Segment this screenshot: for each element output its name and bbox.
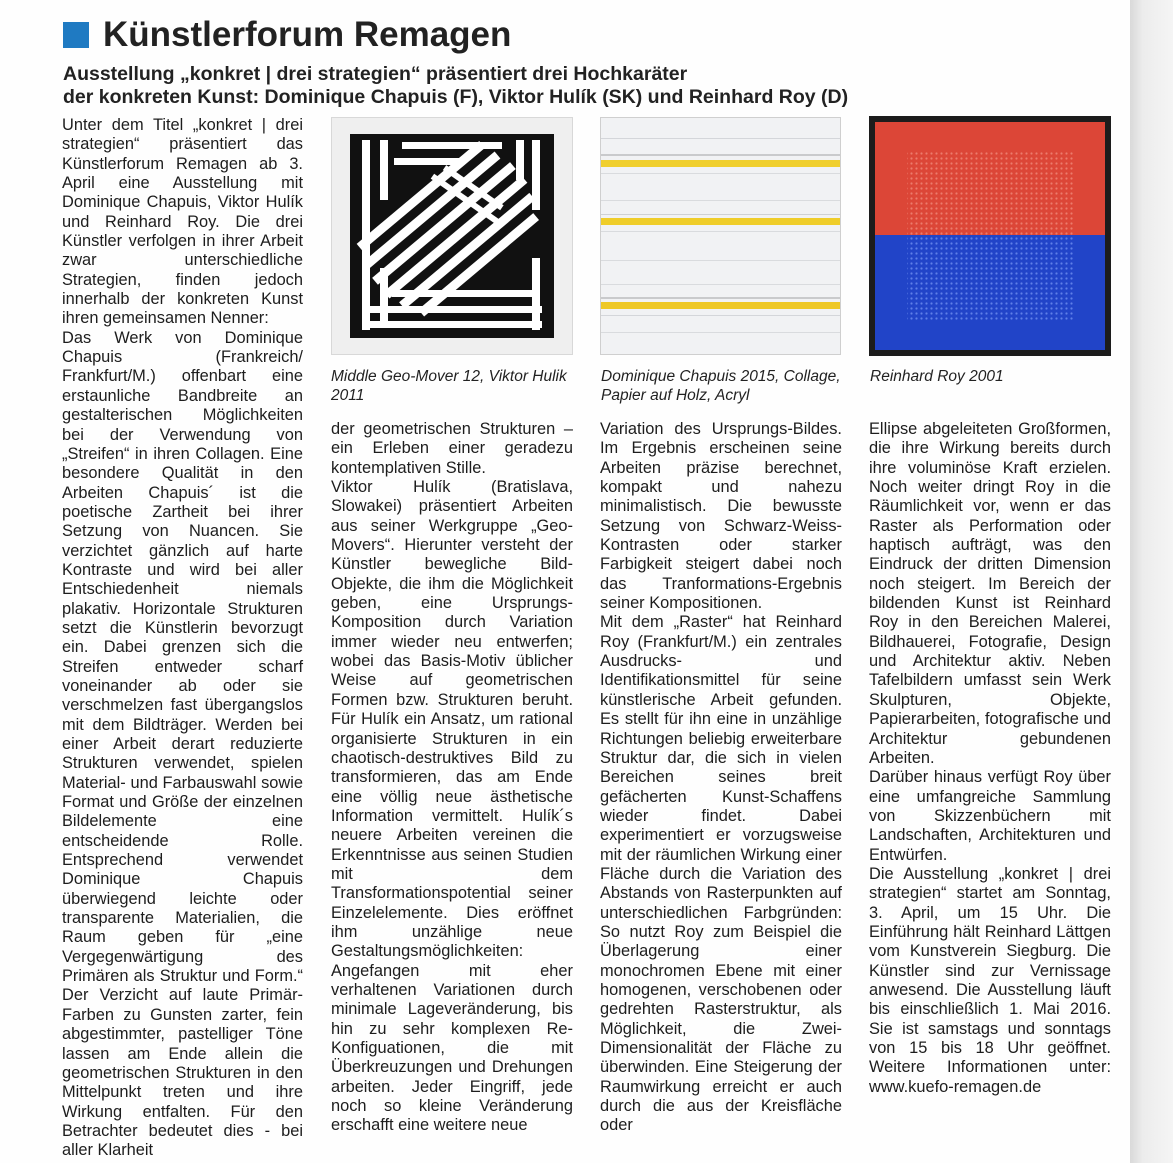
paragraph: Viktor Hulík (Bratislava, Slowakei) präsentiert Arbeiten aus seiner Werkgruppe „Geo-Movers“. Hierunter versteht der Künstler bewegliche Bild-Objekte, die ihm die Möglichkeit geben, eine Ursprungs-Komposition durch Variation immer wieder neu entwerfen; wobei das Basis-Motiv üblicher Weise auf geometrischen Formen bzw. Strukturen beruht. Für Hulík ein Ansatz, um rational organisierte Strukturen in ein chaotisch-destruktives Bild zu transformieren, das am Ende eine völlig neue ästhetische Information vermittelt. Hulík´s neuere Arbeiten vereinen die Erkenntnisse aus seinen Studien mit dem Transformationspotential seiner Einzelelemente. Dies eröffnet ihm unzählige neue Gestaltungsmöglichkeiten: Angefangen mit eher verhaltenen Variationen durch minimale Lageveränderung, bis hin zu sehr komplexen Re-Konfiguationen, die mit Überkreuzungen und Drehungen arbeiten. Jeder Eingriff, jede noch so kleine Veränderung erschafft eine weitere neue xyxy=(331,478,573,1135)
article-column-1 xyxy=(62,116,303,1161)
paragraph: Unter dem Titel „konkret | drei strategien“ präsentiert das Künstlerforum Remagen ab 3. April eine Ausstellung mit Dominique Chapuis, Viktor Hulík und Reinhard Roy. Die drei Künstler verfolgen in ihrer Arbeit zwar unterschiedliche Strategien, finden jedoch innerhalb der konkreten Kunst ihren gemeinsamen Nenner: xyxy=(62,116,303,328)
section-title: Künstlerforum Remagen xyxy=(103,15,512,54)
paragraph: Darüber hinaus verfügt Roy über eine umfangreiche Sammlung von Skizzenbüchern mit Landschaften, Architekturen und Entwürfen. xyxy=(869,768,1111,864)
section-header xyxy=(63,14,511,56)
artwork-image-chapuis xyxy=(600,117,841,355)
geo-mover-artwork xyxy=(332,118,572,354)
paragraph: Das Werk von Dominique Chapuis (Frankreich/ Frankfurt/M.) offenbart eine erstaunliche Bandbreite an gestalterischen Möglichkeiten bei der Verwendung von „Streifen“ in ihren Collagen. Eine besondere Qualität in den Arbeiten Chapuis´ ist die poetische Zartheit bei ihrer Setzung von Nuancen. Sie verzichtet gänzlich auf harte Kontraste und wird bei aller Entschiedenheit niemals plakativ. Horizontale Strukturen setzt die Künstlerin bevorzugt ein. Dabei grenzen sich die Streifen entweder scharf voneinander ab oder sie verschmelzen fast übergangslos mit dem Bildträger. Werden bei einer Arbeit derart reduzierte Strukturen verwendet, spielen Material- und Farbauswahl sowie Format und Größe der einzelnen Bildelemente eine entscheidende Rolle. Entsprechend verwendet Dominique Chapuis überwiegend leichte oder transparente Materialien, die Raum geben für „eine Vergegenwärtigung des Primären als Struktur und Form.“ Der Verzicht auf laute Primär-Farben zu Gunsten zarter, fein abgestimmter, pastelliger Töne lassen am Ende allein die geometrischen Strukturen in den Mittelpunkt treten und ihre Wirkung entfalten. Für den Betrachter bedeutet dies - bei aller Klarheit xyxy=(62,328,303,1160)
paragraph: der geometrischen Strukturen – ein Erleben einer geradezu kontemplativen Stille. xyxy=(331,420,573,477)
paragraph: Ellipse abgeleiteten Großformen, die ihre Wirkung bereits durch ihre voluminöse Kraft erzielen. Noch weiter dringt Roy in die Räumlichkeit vor, wenn er das Raster als Performation oder haptisch aufträgt, was den Eindruck der dritten Dimension noch steigert. Im Bereich der bildenden Kunst ist Reinhard Roy in den Bereichen Malerei, Bildhauerei, Fotografie, Design und Architektur aktiv. Neben Tafelbildern umfasst sein Werk Skulpturen, Objekte, Papierarbeiten, fotografische und Architektur gebundenen Arbeiten. xyxy=(869,420,1111,767)
artwork-image-roy xyxy=(869,116,1111,356)
headline-line-2: der konkreten Kunst: Dominique Chapuis (F), Viktor Hulík (SK) und Reinhard Roy (D) xyxy=(63,86,849,108)
article-headline xyxy=(63,63,1113,109)
caption-chapuis: Dominique Chapuis 2015, Collage, Papier auf Holz, Acryl xyxy=(601,368,841,404)
caption-hulik: Middle Geo-Mover 12, Viktor Hulik 2011 xyxy=(331,368,567,404)
paragraph: Variation des Ursprungs-Bildes. Im Ergebnis erscheinen seine Arbeiten präzise berechnet, kompakt und nahezu minimalistisch. Die bewusste Setzung von Schwarz-Weiss-Kontrasten oder starker Farbigkeit steigert dabei noch das Tranformations-Ergebnis seiner Kompositionen. xyxy=(600,420,842,613)
article-column-4 xyxy=(869,420,1111,1097)
page-edge-shadow xyxy=(1130,0,1173,1163)
paragraph: Die Ausstellung „konkret | drei strategien“ startet am Sonntag, 3. April, um 15 Uhr. Die Einführung hält Reinhard Lättgen vom Kunstverein Siegburg. Die Künstler sind zur Vernissage anwesend. Die Ausstellung läuft bis einschließlich 1. Mai 2016. Sie ist samstags und sonntags von 15 bis 18 Uhr geöffnet. Weitere Informationen unter: www.kuefo-remagen.de xyxy=(869,864,1111,1096)
stripe-collage-artwork xyxy=(601,118,840,354)
section-marker-square xyxy=(63,22,89,48)
artwork-image-hulik xyxy=(331,117,573,355)
article-column-3 xyxy=(600,420,842,1136)
headline-line-1: Ausstellung „konkret | drei strategien“ präsentiert drei Hochkaräter xyxy=(63,63,688,85)
caption-roy: Reinhard Roy 2001 xyxy=(870,368,1004,385)
raster-artwork xyxy=(869,116,1111,356)
article-column-2 xyxy=(331,420,573,1136)
paragraph: Mit dem „Raster“ hat Reinhard Roy (Frankfurt/M.) ein zentrales Ausdrucks- und Identifikationsmittel für seine künstlerische Arbeit gefunden. Es stellt für ihn eine in unzählige Richtungen beliebig erweiterbare Struktur dar, die sich in vielen Bereichen seines breit gefächerten Kunst-Schaffens wieder findet. Dabei experimentiert er vorzugsweise mit der räumlichen Wirkung einer Fläche durch die Variation des Abstands von Rasterpunkten auf unterschiedlichen Farbgründen: So nutzt Roy zum Beispiel die Überlagerung einer monochromen Ebene mit einer homogenen, verschobenen oder gedrehten Rasterstruktur, als Möglichkeit, die Zwei-Dimensionalität der Fläche zu überwinden. Eine Steigerung der Raumwirkung erreicht er auch durch die aus der Kreisfläche oder xyxy=(600,613,842,1135)
